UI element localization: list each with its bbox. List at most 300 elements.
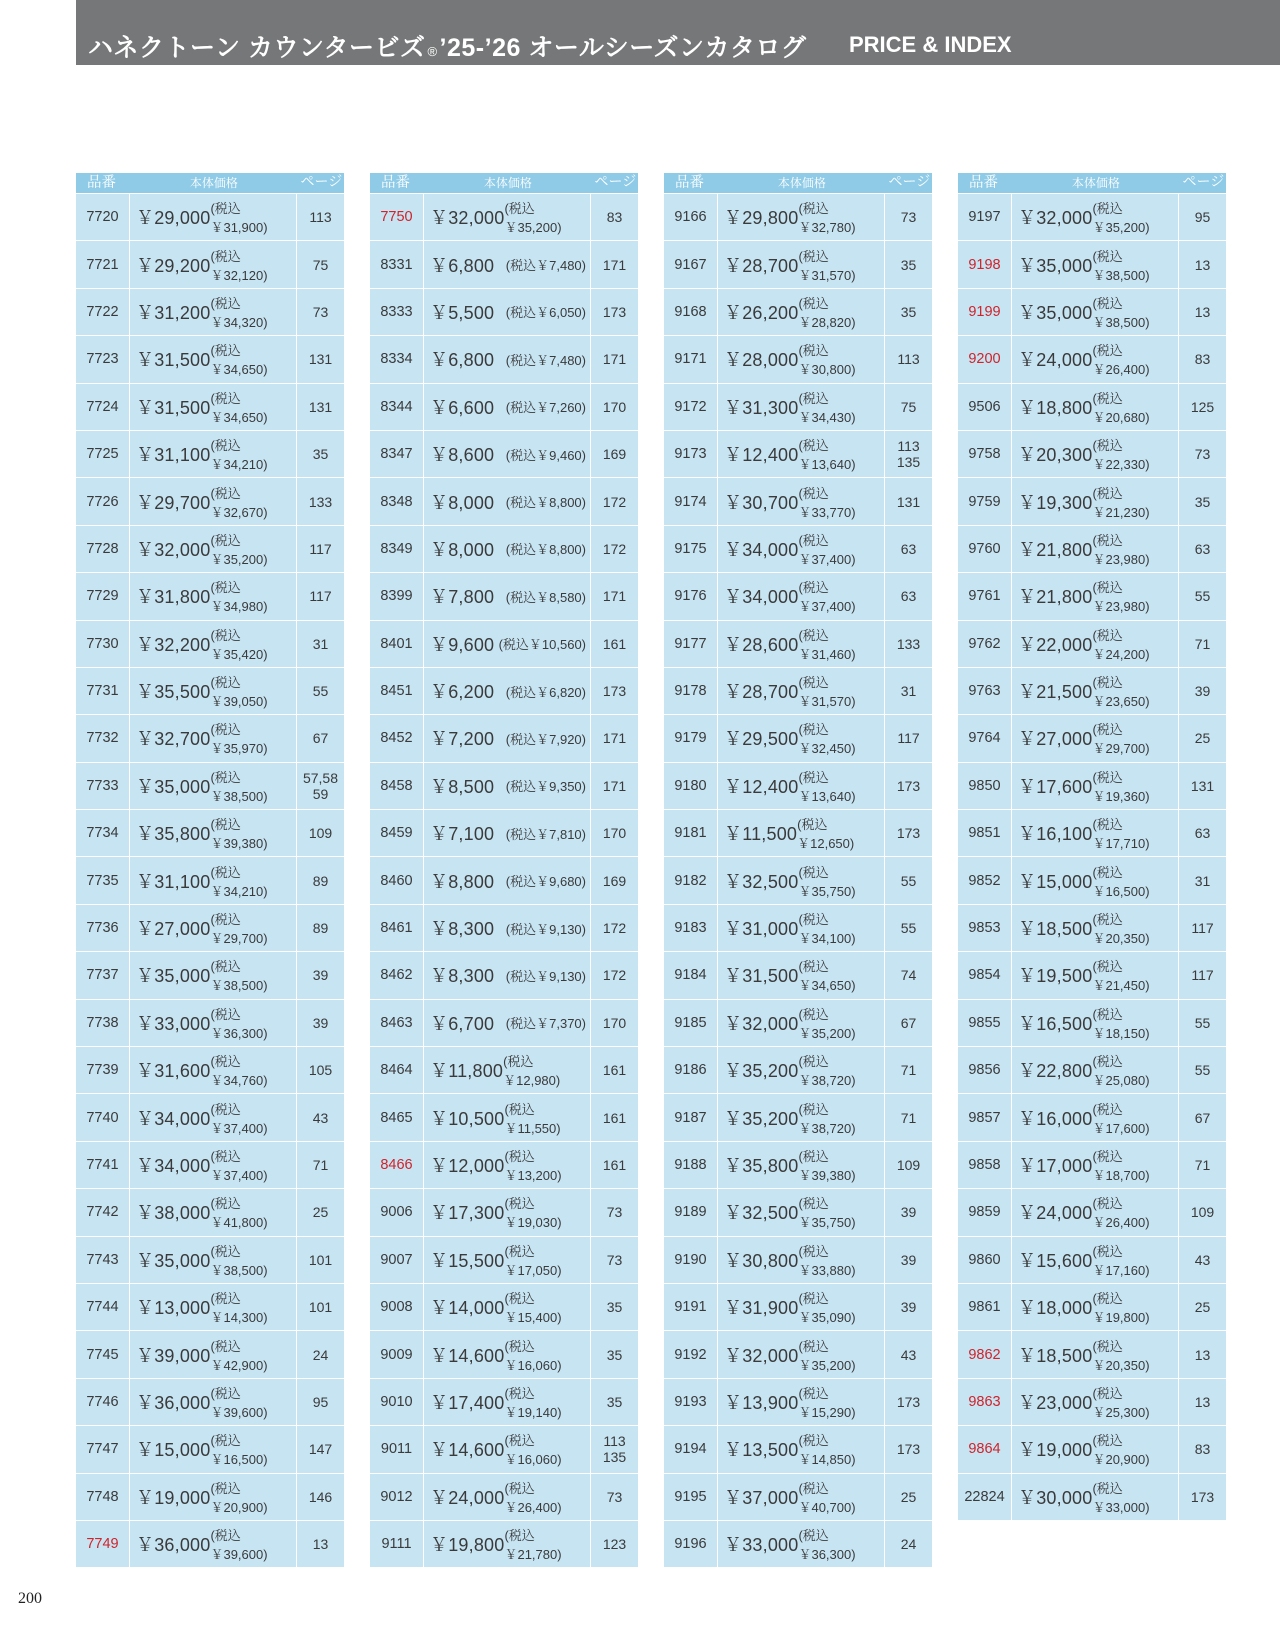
page-ref: [297, 905, 344, 951]
item-number: 9173: [664, 431, 717, 477]
item-number: 9182: [664, 857, 717, 903]
base-price: ￥28,000: [724, 350, 799, 371]
item-number: 9186: [664, 1047, 717, 1093]
table-row: [370, 952, 638, 998]
tax-included-price: (税込￥34,320): [210, 295, 268, 330]
page-ref: [885, 1237, 932, 1283]
price-cell: [718, 668, 884, 714]
price-cell: [718, 384, 884, 430]
item-number: 8399: [370, 573, 423, 619]
item-number: 8401: [370, 621, 423, 667]
page-ref-value: 117: [309, 540, 332, 557]
price-cell: [130, 857, 296, 903]
item-number: 7722: [76, 289, 129, 335]
page-ref-value: 125: [1190, 398, 1215, 415]
price-cell: [130, 668, 296, 714]
page-ref: [297, 952, 344, 998]
page-ref-value: 73: [1194, 446, 1211, 463]
base-price: ￥36,000: [136, 1535, 211, 1556]
page-ref: [1179, 526, 1226, 572]
page-ref-value: 63: [1194, 540, 1211, 557]
page-ref-value: 83: [1194, 351, 1211, 368]
page-ref-value: 43: [1194, 1251, 1211, 1268]
tax-included-price: (税込￥10,560): [498, 637, 586, 653]
tax-included-price: (税込￥17,710): [1092, 817, 1150, 852]
table-row: [958, 1331, 1226, 1377]
header-page: ページ: [300, 173, 343, 189]
table-row: [370, 478, 638, 524]
item-number: 7744: [76, 1284, 129, 1330]
table-row: [664, 573, 932, 619]
price-cell: [130, 1237, 296, 1283]
base-price: ￥21,800: [1018, 587, 1093, 608]
tax-included-price: (税込￥33,000): [1092, 1480, 1150, 1515]
page-ref-value: 101: [308, 1251, 333, 1268]
page-ref-value: 109: [896, 1157, 921, 1173]
price-cell: [130, 763, 296, 809]
page-ref: [885, 1047, 932, 1093]
base-price: ￥12,400: [724, 445, 799, 466]
page-ref-value: 105: [308, 1062, 333, 1079]
base-price: ￥8,000: [430, 492, 495, 513]
tax-included-price: (税込￥25,300): [1092, 1385, 1150, 1420]
tax-included-price: (税込￥9,460): [505, 447, 586, 463]
price-cell: [718, 336, 884, 382]
price-cell: [424, 194, 590, 240]
item-number: 9854: [958, 952, 1011, 998]
item-number: 7729: [76, 573, 129, 619]
page-ref: [591, 857, 638, 903]
price-cell: [424, 1094, 590, 1140]
page-ref-value: 25: [1194, 1299, 1211, 1316]
item-number: 7749: [76, 1521, 129, 1567]
tax-included-price: (税込￥9,130): [505, 968, 586, 984]
price-cell: [424, 1474, 590, 1520]
base-price: ￥31,200: [136, 302, 211, 323]
base-price: ￥26,200: [724, 302, 799, 323]
base-price: ￥20,300: [1018, 445, 1093, 466]
tax-included-price: (税込￥11,550): [504, 1101, 561, 1136]
price-cell: [1012, 905, 1178, 951]
page-ref: [591, 763, 638, 809]
page-ref-value: 71: [312, 1157, 329, 1173]
table-row: [76, 905, 344, 951]
item-number: 9191: [664, 1284, 717, 1330]
base-price: ￥27,000: [1018, 729, 1093, 750]
page-ref-value: 24: [312, 1346, 329, 1363]
table-row: [958, 194, 1226, 240]
price-cell: [424, 857, 590, 903]
page-ref-value: 147: [308, 1441, 333, 1458]
item-number: 7739: [76, 1047, 129, 1093]
page-ref-value: 67: [1194, 1109, 1211, 1126]
table-row: [76, 1331, 344, 1377]
page-ref: [591, 1142, 638, 1188]
base-price: ￥35,500: [136, 682, 211, 703]
page-ref: [297, 715, 344, 761]
table-row: [664, 1284, 932, 1330]
table-row: [664, 1189, 932, 1235]
tax-included-price: (税込￥19,030): [504, 1196, 562, 1231]
price-cell: [718, 1142, 884, 1188]
base-price: ￥6,700: [430, 1013, 495, 1034]
table-row: [76, 810, 344, 856]
price-cell: [130, 289, 296, 335]
item-number: 9506: [958, 384, 1011, 430]
table-row: [76, 1142, 344, 1188]
item-number: 9860: [958, 1237, 1011, 1283]
page-ref-value: 55: [1194, 588, 1211, 605]
page-ref-value: 31: [1194, 872, 1211, 889]
page-ref: [591, 621, 638, 667]
base-price: ￥18,800: [1018, 397, 1093, 418]
page-ref: [297, 573, 344, 619]
base-price: ￥35,800: [724, 1156, 799, 1176]
item-number: 9851: [958, 810, 1011, 856]
price-cell: [130, 621, 296, 667]
table-row: [958, 1047, 1226, 1093]
header-price: 本体価格: [483, 176, 532, 190]
base-price: ￥39,000: [136, 1345, 211, 1366]
page-ref-value: 39: [900, 1204, 917, 1221]
tax-included-price: (税込￥6,820): [505, 684, 586, 700]
page-ref-value: 25: [312, 1204, 329, 1221]
header-item-no: 品番: [969, 175, 998, 191]
base-price: ￥18,500: [1018, 919, 1093, 940]
page-ref: [1179, 1237, 1226, 1283]
tax-included-price: (税込￥26,400): [1092, 343, 1150, 378]
table-row: [958, 241, 1226, 287]
price-cell: [424, 478, 590, 524]
item-number: 8334: [370, 336, 423, 382]
base-price: ￥8,500: [430, 776, 495, 797]
item-number: 9192: [664, 1331, 717, 1377]
tax-included-price: (税込￥34,210): [210, 864, 268, 899]
page-ref: [885, 1142, 932, 1188]
page-ref-value: 25: [1194, 730, 1211, 747]
page-ref-value: 39: [1194, 683, 1211, 700]
price-cell: [130, 336, 296, 382]
item-number: 9010: [370, 1379, 423, 1425]
page-ref: [885, 289, 932, 335]
page-ref-value: 161: [602, 1062, 627, 1079]
price-cell: [718, 241, 884, 287]
item-number: 8333: [370, 289, 423, 335]
page-ref: [297, 431, 344, 477]
base-price: ￥19,000: [1018, 1440, 1093, 1461]
table-row: [370, 1142, 638, 1188]
header-page: ページ: [888, 173, 931, 189]
table-row: [958, 1189, 1226, 1235]
table-row: [664, 1237, 932, 1283]
item-number: 9175: [664, 526, 717, 572]
page-ref-value: 35: [606, 1393, 623, 1410]
base-price: ￥35,000: [136, 966, 211, 987]
table-row: [370, 194, 638, 240]
base-price: ￥5,500: [430, 302, 495, 323]
table-row: [370, 1237, 638, 1283]
price-cell: [1012, 621, 1178, 667]
base-price: ￥14,600: [430, 1345, 505, 1366]
table-row: [370, 857, 638, 903]
item-number: 7731: [76, 668, 129, 714]
price-cell: [130, 905, 296, 951]
price-cell: [130, 431, 296, 477]
page-ref: [885, 715, 932, 761]
price-cell: [130, 1094, 296, 1140]
page-ref: [297, 384, 344, 430]
tax-included-price: (税込￥29,700): [210, 912, 268, 947]
page-ref-value-2: 59: [312, 785, 329, 802]
base-price: ￥31,600: [136, 1061, 211, 1082]
tax-included-price: (税込￥21,780): [504, 1528, 562, 1563]
title-brand: ハネクトーン カウンタービズ: [88, 34, 426, 62]
table-row: [76, 241, 344, 287]
page-ref-value: 13: [1194, 1346, 1211, 1363]
item-number: 9852: [958, 857, 1011, 903]
item-number: 7746: [76, 1379, 129, 1425]
item-number: 8462: [370, 952, 423, 998]
page-ref-value: 123: [602, 1536, 627, 1553]
price-cell: [424, 336, 590, 382]
base-price: ￥19,300: [1018, 492, 1093, 513]
page-ref-value: 57,58: [302, 769, 339, 786]
tax-included-price: (税込￥20,680): [1092, 390, 1150, 425]
price-cell: [1012, 763, 1178, 809]
tax-included-price: (税込￥13,640): [798, 769, 856, 804]
page-ref: [591, 1047, 638, 1093]
base-price: ￥6,200: [430, 682, 495, 703]
tax-included-price: (税込￥37,400): [210, 1149, 268, 1183]
price-cell: [130, 1426, 296, 1472]
item-number: 9855: [958, 1000, 1011, 1046]
page-ref-value: 170: [602, 1014, 627, 1031]
page-ref-value: 55: [312, 683, 329, 700]
item-number: 9179: [664, 715, 717, 761]
table-row: [76, 857, 344, 903]
base-price: ￥15,500: [430, 1250, 505, 1271]
item-number: 7741: [76, 1142, 129, 1188]
page-number: 200: [18, 1590, 42, 1607]
page-ref: [591, 1000, 638, 1046]
page-ref: [1179, 573, 1226, 619]
price-cell: [718, 1474, 884, 1520]
item-number: 9185: [664, 1000, 717, 1046]
tax-included-price: (税込￥26,400): [504, 1480, 562, 1515]
item-number: 9172: [664, 384, 717, 430]
page-ref: [1179, 715, 1226, 761]
table-row: [370, 1331, 638, 1377]
price-cell: [130, 1047, 296, 1093]
item-number: 7733: [76, 763, 129, 809]
tax-included-price: (税込￥9,130): [505, 921, 586, 937]
base-price: ￥22,800: [1018, 1061, 1093, 1082]
tax-included-price: (税込￥38,720): [798, 1101, 856, 1136]
page-ref: [1179, 241, 1226, 287]
item-number: 9006: [370, 1189, 423, 1235]
page-ref-value: 117: [897, 730, 920, 747]
page-ref: [297, 763, 344, 809]
table-row: [664, 1331, 932, 1377]
table-row: [370, 1000, 638, 1046]
page-ref: [885, 810, 932, 856]
page-ref-value: 35: [900, 303, 917, 320]
tax-included-price: (税込￥21,230): [1092, 485, 1150, 520]
table-row: [76, 478, 344, 524]
page-ref-value: 25: [900, 1488, 917, 1505]
item-number: 9189: [664, 1189, 717, 1235]
page-ref: [1179, 668, 1226, 714]
item-number: 7735: [76, 857, 129, 903]
tax-included-price: (税込￥7,370): [505, 1016, 586, 1032]
price-cell: [424, 289, 590, 335]
item-number: 9012: [370, 1474, 423, 1520]
item-number: 9177: [664, 621, 717, 667]
page-ref: [297, 336, 344, 382]
page-ref-value: 161: [602, 1157, 627, 1173]
page-ref: [885, 1284, 932, 1330]
item-number: 9862: [958, 1331, 1011, 1377]
tax-included-price: (税込￥21,450): [1092, 959, 1150, 994]
base-price: ￥31,300: [724, 397, 799, 418]
base-price: ￥8,300: [430, 919, 495, 940]
page-ref-value: 173: [602, 303, 627, 320]
table-row: [958, 1000, 1226, 1046]
base-price: ￥19,000: [136, 1487, 211, 1508]
item-number: 9176: [664, 573, 717, 619]
item-number: 7723: [76, 336, 129, 382]
item-number: 9761: [958, 573, 1011, 619]
item-number: 22824: [958, 1474, 1011, 1520]
base-price: ￥28,600: [724, 634, 799, 655]
page-ref-value: 109: [308, 825, 333, 842]
page-ref: [885, 1000, 932, 1046]
table-row: [76, 1094, 344, 1140]
base-price: ￥6,800: [430, 350, 495, 371]
item-number: 9195: [664, 1474, 717, 1520]
page-ref-value: 161: [602, 1109, 627, 1126]
base-price: ￥24,000: [1018, 350, 1093, 371]
page-ref: [885, 1379, 932, 1425]
page-ref: [591, 668, 638, 714]
price-cell: [130, 1000, 296, 1046]
item-number: 9762: [958, 621, 1011, 667]
page-ref-value: 13: [312, 1536, 329, 1553]
page-ref: [591, 336, 638, 382]
tax-included-price: (税込￥33,880): [798, 1243, 856, 1278]
page-ref: [1179, 1284, 1226, 1330]
page-ref-value: 172: [602, 540, 627, 557]
table-row: [958, 573, 1226, 619]
page-ref: [297, 1000, 344, 1046]
page-ref: [1179, 1426, 1226, 1472]
item-number: 8331: [370, 241, 423, 287]
table-row: [370, 905, 638, 951]
item-number: 9178: [664, 668, 717, 714]
tax-included-price: (税込￥23,980): [1092, 580, 1150, 615]
page-ref-value: 55: [900, 872, 917, 889]
price-cell: [1012, 336, 1178, 382]
base-price: ￥35,200: [724, 1061, 799, 1082]
page-ref: [297, 1237, 344, 1283]
table-row: [76, 1189, 344, 1235]
table-row: [664, 905, 932, 951]
base-price: ￥34,000: [724, 539, 799, 560]
page-ref: [297, 289, 344, 335]
page-ref: [297, 857, 344, 903]
item-number: 9858: [958, 1142, 1011, 1188]
page-ref-value: 171: [602, 730, 627, 747]
item-number: 8349: [370, 526, 423, 572]
header-item-no: 品番: [87, 175, 116, 191]
tax-included-price: (税込￥35,200): [504, 201, 562, 236]
base-price: ￥8,300: [430, 966, 495, 987]
item-number: 9194: [664, 1426, 717, 1472]
price-cell: [130, 1189, 296, 1235]
price-cell: [718, 289, 884, 335]
page-ref: [885, 621, 932, 667]
tax-included-price: (税込￥17,050): [504, 1243, 562, 1278]
page-ref: [1179, 810, 1226, 856]
page-ref: [885, 1331, 932, 1377]
item-number: 9864: [958, 1426, 1011, 1472]
tax-included-price: (税込￥37,400): [798, 532, 856, 567]
table-row: [958, 1284, 1226, 1330]
table-row: [76, 384, 344, 430]
page-ref-value: 35: [312, 446, 329, 463]
page-ref-value: 109: [1190, 1204, 1215, 1221]
table-row: [958, 1237, 1226, 1283]
item-number: 8461: [370, 905, 423, 951]
price-table-4: [958, 173, 1226, 1521]
table-row: [958, 857, 1226, 903]
item-number: 9859: [958, 1189, 1011, 1235]
page-ref: [1179, 194, 1226, 240]
tax-included-price: (税込￥39,600): [210, 1528, 268, 1563]
tax-included-price: (税込￥35,200): [1092, 201, 1150, 236]
page-ref: [1179, 1094, 1226, 1140]
page-ref-value: 101: [308, 1299, 333, 1316]
page-ref: [885, 1474, 932, 1520]
item-number: 9193: [664, 1379, 717, 1425]
table-row: [958, 478, 1226, 524]
tax-included-price: (税込￥9,680): [505, 874, 586, 890]
price-cell: [424, 905, 590, 951]
item-number: 9856: [958, 1047, 1011, 1093]
header-price: 本体価格: [1071, 176, 1120, 190]
page-ref-value: 71: [900, 1109, 917, 1126]
table-row: [664, 1379, 932, 1425]
page-ref-value: 73: [606, 1251, 623, 1268]
table-row: [664, 1474, 932, 1520]
base-price: ￥33,000: [136, 1013, 211, 1034]
price-cell: [718, 621, 884, 667]
table-row: [370, 810, 638, 856]
table-row: [664, 431, 932, 477]
base-price: ￥37,000: [724, 1487, 799, 1508]
base-price: ￥34,000: [136, 1156, 211, 1176]
tax-included-price: (税込￥35,970): [210, 722, 268, 757]
tax-included-price: (税込￥6,050): [505, 305, 586, 321]
price-cell: [718, 194, 884, 240]
item-number: 9183: [664, 905, 717, 951]
page-ref: [1179, 621, 1226, 667]
page-ref: [591, 1189, 638, 1235]
table-row: [370, 668, 638, 714]
base-price: ￥11,500: [724, 824, 798, 845]
base-price: ￥27,000: [136, 919, 211, 940]
price-cell: [130, 1142, 296, 1188]
